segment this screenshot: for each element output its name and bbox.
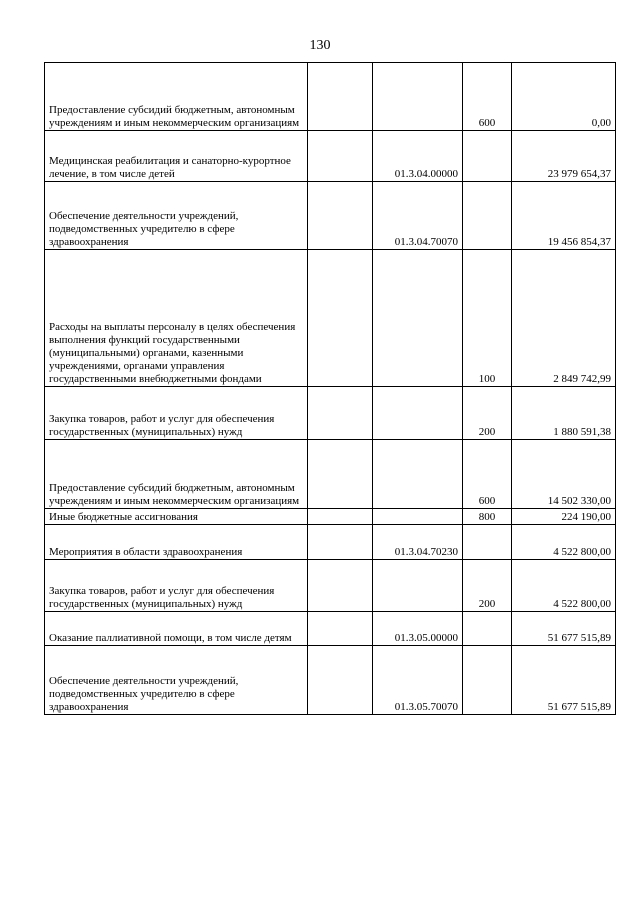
row-code: 01.3.05.00000 bbox=[373, 612, 463, 646]
row-name: Мероприятия в области здравоохранения bbox=[45, 525, 308, 560]
row-name: Медицинская реабилитация и санаторно-курортное лечение, в том числе детей bbox=[45, 131, 308, 182]
row-name: Предоставление субсидий бюджетным, автономным учреждениям и иным некоммерческим организациям bbox=[45, 440, 308, 509]
row-code bbox=[373, 250, 463, 387]
row-name: Оказание паллиативной помощи, в том числе детям bbox=[45, 612, 308, 646]
row-name: Обеспечение деятельности учреждений, подведомственных учредителю в сфере здравоохранения bbox=[45, 182, 308, 250]
row-name: Обеспечение деятельности учреждений, подведомственных учредителю в сфере здравоохранения bbox=[45, 646, 308, 715]
row-code bbox=[373, 509, 463, 525]
row-blank-cell bbox=[308, 525, 373, 560]
table-row bbox=[45, 63, 616, 131]
row-type: 600 bbox=[463, 63, 512, 131]
row-type: 600 bbox=[463, 440, 512, 509]
row-code bbox=[373, 63, 463, 131]
row-sum: 4 522 800,00 bbox=[512, 525, 616, 560]
row-name: Предоставление субсидий бюджетным, автономным учреждениям и иным некоммерческим организациям bbox=[45, 63, 308, 131]
row-blank-cell bbox=[308, 509, 373, 525]
row-blank-cell bbox=[308, 440, 373, 509]
row-sum: 2 849 742,99 bbox=[512, 250, 616, 387]
row-blank-cell bbox=[308, 560, 373, 612]
table-row bbox=[45, 525, 616, 560]
budget-table bbox=[44, 62, 616, 715]
row-code: 01.3.04.70230 bbox=[373, 525, 463, 560]
row-sum: 51 677 515,89 bbox=[512, 612, 616, 646]
row-name: Расходы на выплаты персоналу в целях обеспечения выполнения функций государственными (муниципальными) органами, казенными учреждениями, органами управления государственными внебюджетными фондами bbox=[45, 250, 308, 387]
row-type bbox=[463, 131, 512, 182]
row-type: 100 bbox=[463, 250, 512, 387]
table-row bbox=[45, 250, 616, 387]
row-sum: 0,00 bbox=[512, 63, 616, 131]
row-type bbox=[463, 646, 512, 715]
table-row bbox=[45, 131, 616, 182]
page-number: 130 bbox=[309, 38, 331, 53]
row-type bbox=[463, 182, 512, 250]
row-sum: 4 522 800,00 bbox=[512, 560, 616, 612]
table-row bbox=[45, 612, 616, 646]
row-blank-cell bbox=[308, 63, 373, 131]
row-type bbox=[463, 525, 512, 560]
row-blank-cell bbox=[308, 646, 373, 715]
row-type bbox=[463, 612, 512, 646]
row-sum: 23 979 654,37 bbox=[512, 131, 616, 182]
row-blank-cell bbox=[308, 131, 373, 182]
row-code bbox=[373, 387, 463, 440]
row-sum: 224 190,00 bbox=[512, 509, 616, 525]
row-code bbox=[373, 440, 463, 509]
table-row bbox=[45, 440, 616, 509]
row-code: 01.3.05.70070 bbox=[373, 646, 463, 715]
table-row bbox=[45, 560, 616, 612]
row-type: 200 bbox=[463, 387, 512, 440]
row-blank-cell bbox=[308, 612, 373, 646]
row-type: 200 bbox=[463, 560, 512, 612]
table-row bbox=[45, 509, 616, 525]
row-sum: 51 677 515,89 bbox=[512, 646, 616, 715]
row-blank-cell bbox=[308, 250, 373, 387]
table-row bbox=[45, 387, 616, 440]
row-blank-cell bbox=[308, 182, 373, 250]
row-code: 01.3.04.00000 bbox=[373, 131, 463, 182]
row-name: Иные бюджетные ассигнования bbox=[45, 509, 308, 525]
row-type: 800 bbox=[463, 509, 512, 525]
row-name: Закупка товаров, работ и услуг для обеспечения государственных (муниципальных) нужд bbox=[45, 387, 308, 440]
row-blank-cell bbox=[308, 387, 373, 440]
row-sum: 1 880 591,38 bbox=[512, 387, 616, 440]
row-sum: 19 456 854,37 bbox=[512, 182, 616, 250]
table-row bbox=[45, 182, 616, 250]
row-sum: 14 502 330,00 bbox=[512, 440, 616, 509]
row-name: Закупка товаров, работ и услуг для обеспечения государственных (муниципальных) нужд bbox=[45, 560, 308, 612]
row-code bbox=[373, 560, 463, 612]
row-code: 01.3.04.70070 bbox=[373, 182, 463, 250]
table-row bbox=[45, 646, 616, 715]
